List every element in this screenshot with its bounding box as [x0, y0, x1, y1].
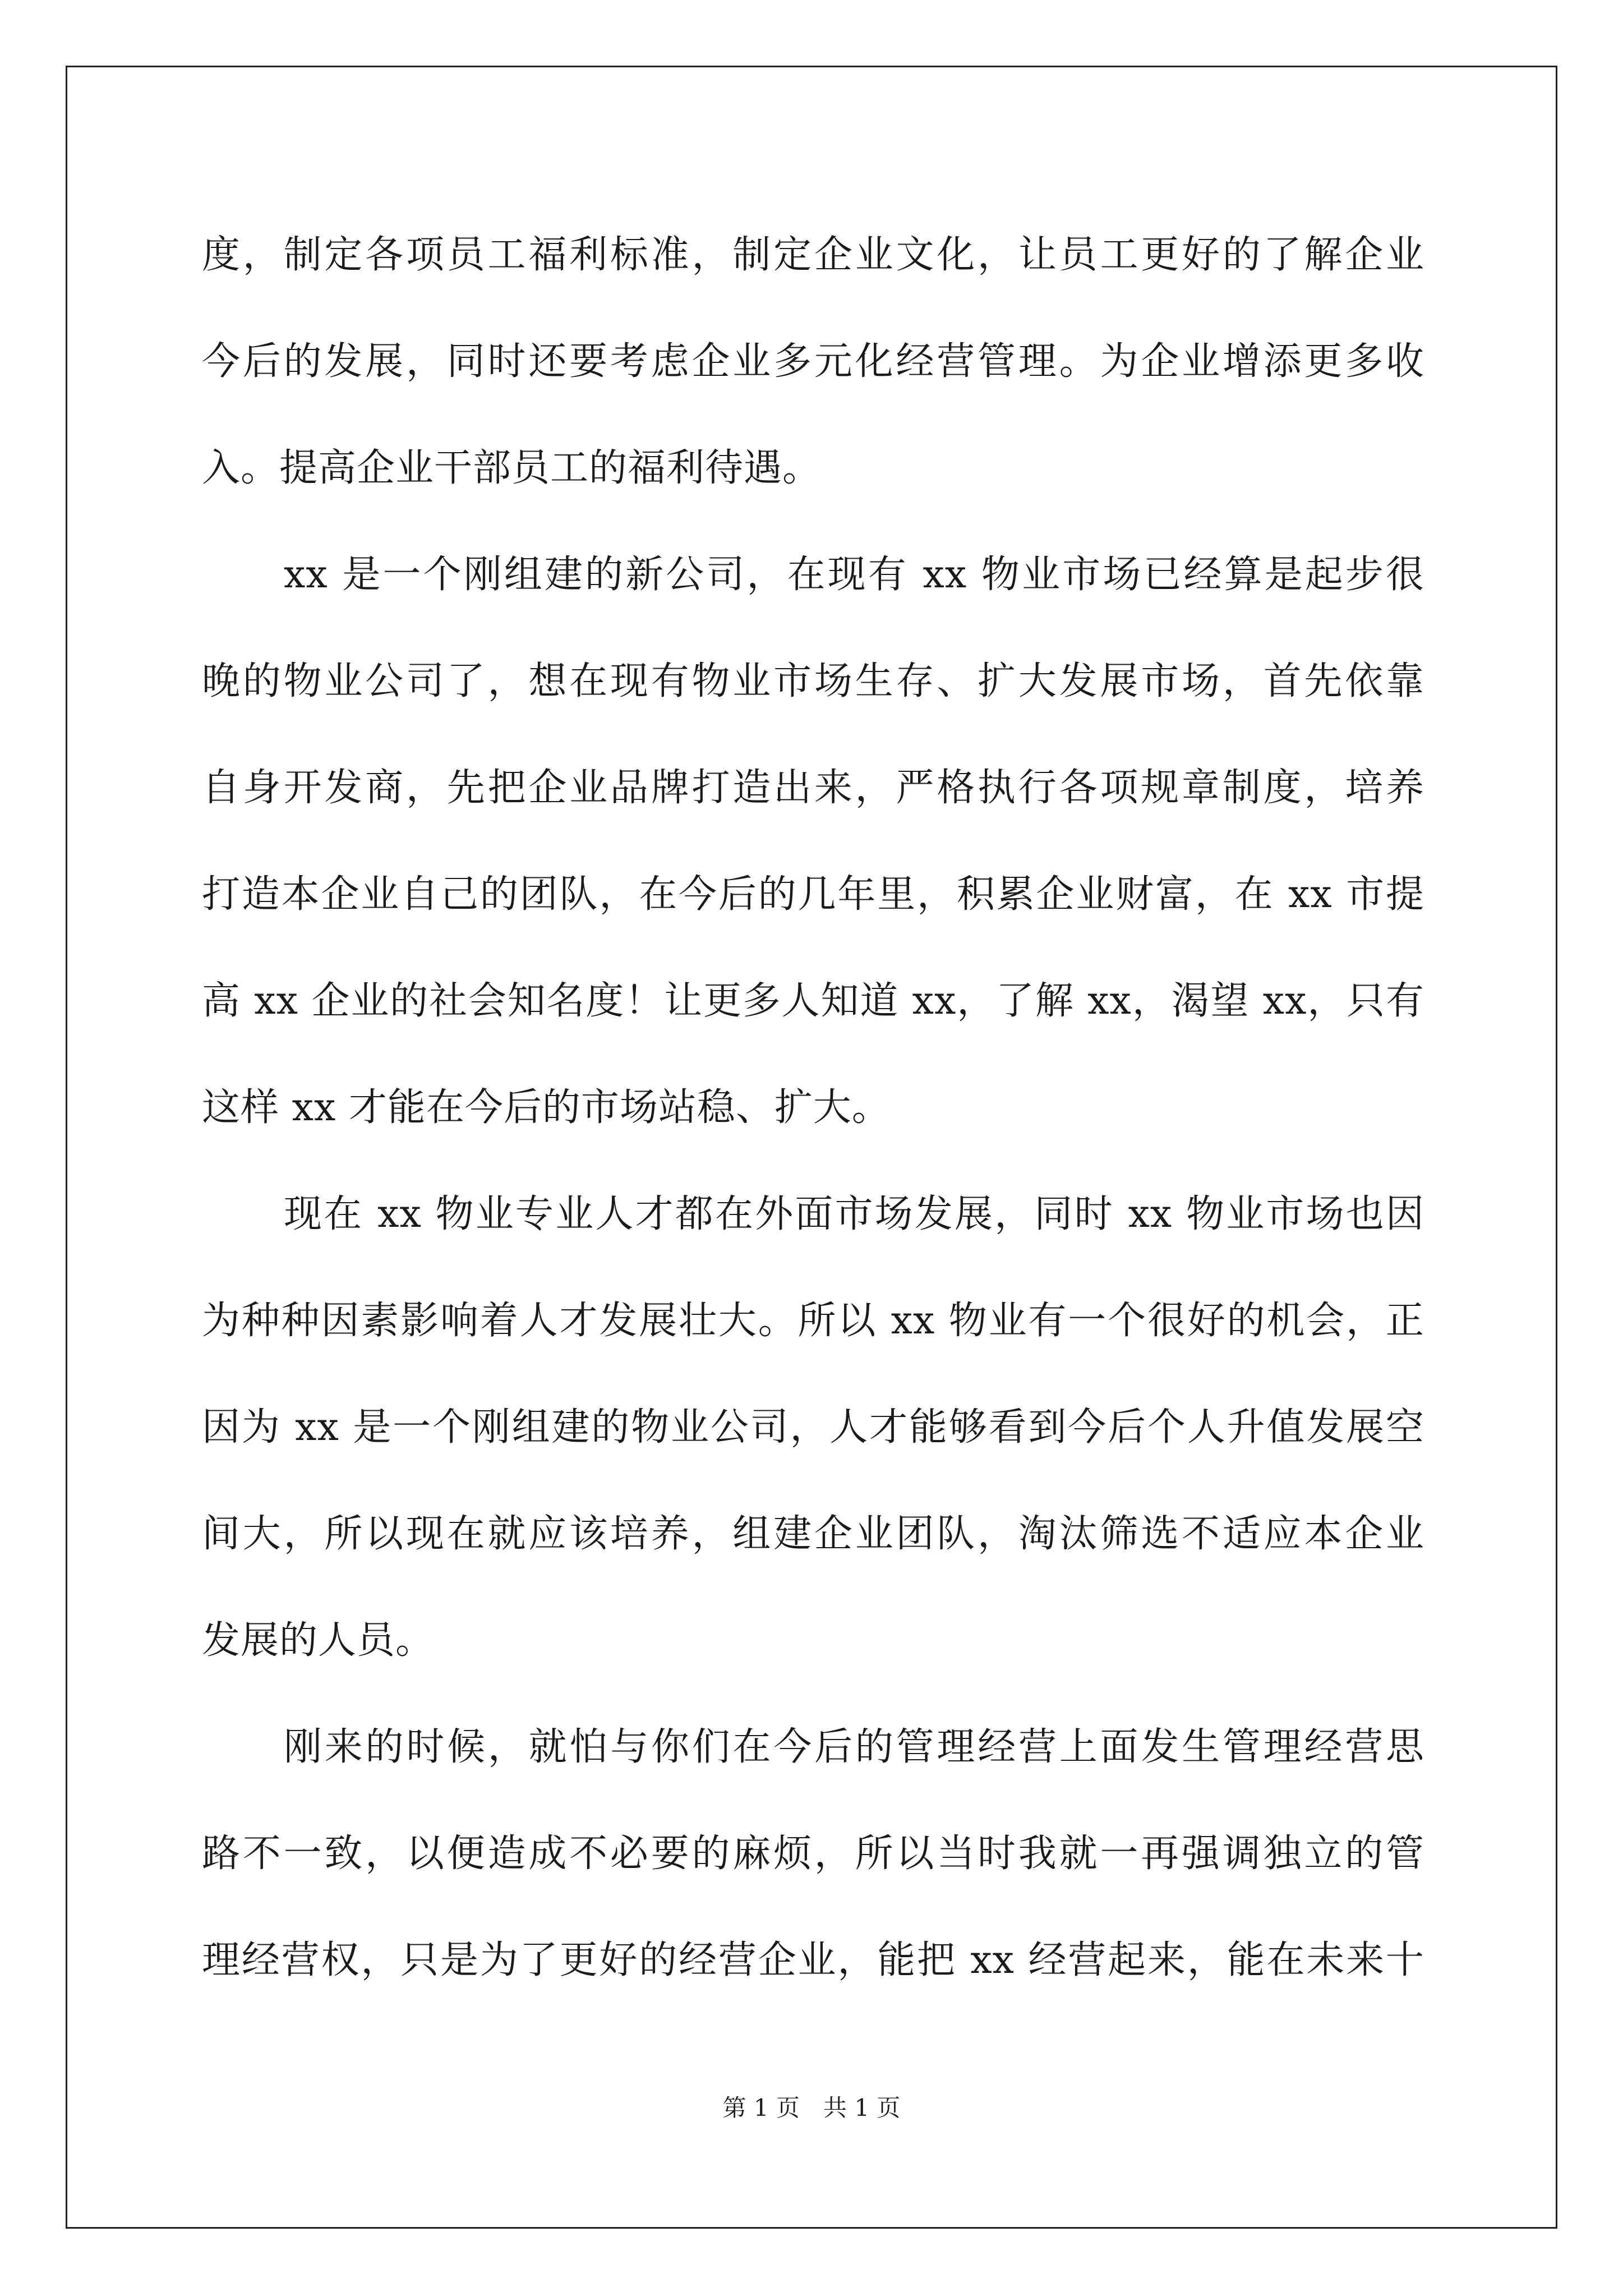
text-line: 入。提高企业干部员工的福利待遇。	[202, 446, 822, 490]
text-line: 路不一致，以便造成不必要的麻烦，所以当时我就一再强调独立的管	[202, 1832, 1424, 1876]
document-body	[202, 222, 1424, 2033]
text-line: 今后的发展，同时还要考虑企业多元化经营管理。为企业增添更多收	[202, 339, 1424, 384]
text-line: 这样 xx 才能在今后的市场站稳、扩大。	[202, 1085, 891, 1130]
text-line: 度，制定各项员工福利标准，制定企业文化，让员工更好的了解企业	[202, 233, 1424, 277]
text-line: 现在 xx 物业专业人才都在外面市场发展，同时 xx 物业市场也因	[284, 1192, 1424, 1236]
text-line: xx 是一个刚组建的新公司，在现有 xx 物业市场已经算是起步很	[284, 553, 1424, 597]
page-number: 第 1 页 共 1 页	[722, 2094, 901, 2122]
text-line: 晚的物业公司了，想在现有物业市场生存、扩大发展市场，首先依靠	[202, 659, 1424, 703]
text-line: 理经营权，只是为了更好的经营企业，能把 xx 经营起来，能在未来十	[202, 1938, 1424, 1982]
text-line: 自身开发商，先把企业品牌打造出来，严格执行各项规章制度，培养	[202, 766, 1424, 810]
text-line: 刚来的时候，就怕与你们在今后的管理经营上面发生管理经营思	[284, 1725, 1424, 1769]
text-line: 发展的人员。	[202, 1618, 435, 1663]
text-line: 高 xx 企业的社会知名度！让更多人知道 xx，了解 xx，渴望 xx，只有	[202, 979, 1424, 1023]
text-line: 为种种因素影响着人才发展壮大。所以 xx 物业有一个很好的机会，正	[202, 1299, 1424, 1343]
text-line: 打造本企业自己的团队，在今后的几年里，积累企业财富，在 xx 市提	[202, 872, 1424, 917]
text-line: 因为 xx 是一个刚组建的物业公司，人才能够看到今后个人升值发展空	[202, 1405, 1424, 1450]
text-line: 间大，所以现在就应该培养，组建企业团队，淘汰筛选不适应本企业	[202, 1512, 1424, 1556]
